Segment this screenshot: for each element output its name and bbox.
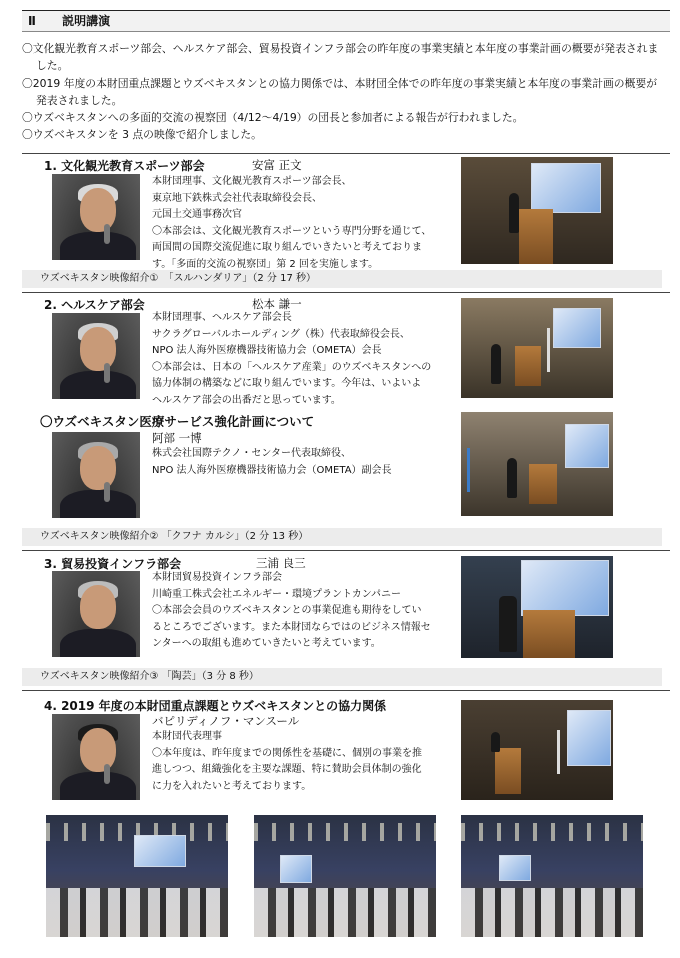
- desc-line: ヘルスケア部会の出番だと思っています。: [152, 394, 341, 406]
- ceiling-lights: [254, 823, 436, 841]
- speaker-description: [152, 310, 457, 410]
- event-photo: [461, 157, 613, 264]
- portrait-suit: [60, 232, 136, 260]
- desc-line: 〇本年度は、昨年度までの関係性を基礎に、個別の事業を推: [152, 747, 422, 759]
- microphone: [104, 363, 110, 383]
- podium: [519, 209, 553, 264]
- portrait-face: [80, 585, 116, 629]
- microphone: [104, 764, 110, 784]
- speaker-description: [152, 570, 457, 653]
- video-intro: ウズベキスタン映像紹介③ 「陶芸」（3 分 8 秒）: [22, 668, 662, 686]
- microphone: [104, 482, 110, 502]
- divider: [22, 153, 670, 154]
- projector-screen: [521, 560, 609, 616]
- intro-item: 〇ウズベキスタンを 3 点の映像で紹介しました。: [22, 128, 262, 142]
- desc-line: るところでございます。また本財団ならではのビジネス情報セ: [152, 621, 431, 633]
- desc-line: 川崎重工株式会社エネルギー・環境プラントカンパニー: [152, 588, 401, 600]
- speaker-name: 阿部 一博: [152, 431, 202, 445]
- event-photo: [461, 556, 613, 658]
- speaker-photo: [52, 174, 140, 260]
- desc-line: 東京地下鉄株式会社代表取締役会長、: [152, 192, 322, 204]
- event-photo: [461, 700, 613, 800]
- speaker-name: 三浦 良三: [256, 556, 306, 570]
- video-intro: ウズベキスタン映像紹介② 「クフナ カルシ」（2 分 13 秒）: [22, 528, 662, 546]
- desc-line: 〇本部会は、文化観光教育スポーツという専門分野を通じて、: [152, 225, 432, 237]
- desc-line: 元国土交通事務次官: [152, 209, 242, 221]
- speaker-figure: [509, 193, 519, 233]
- desc-line: 進しつつ、組織強化を主要な課題、特に賛助会員体制の強化: [152, 764, 422, 776]
- event-photo: [461, 298, 613, 398]
- ceiling-lights: [461, 823, 643, 841]
- section-header: [22, 10, 670, 32]
- speaker-description: [152, 174, 457, 274]
- desc-line: ンターへの取組も進めていきたいと考えています。: [152, 638, 381, 650]
- intro-item: 〇文化観光教育スポーツ部会、ヘルスケア部会、貿易投資インフラ部会の昨年度の事業実績と本年度の事業計画の概要が発表されました。: [22, 42, 659, 73]
- flag: [547, 328, 550, 372]
- speaker-photo: [52, 313, 140, 399]
- desc-line: 〇本部会は、日本の「ヘルスケア産業」のウズベキスタンへの: [152, 361, 432, 373]
- video-intro: ウズベキスタン映像紹介① 「スルハンダリア」（2 分 17 秒）: [22, 270, 662, 288]
- desc-line: 本財団理事、ヘルスケア部会長: [152, 312, 292, 323]
- speaker-figure: [499, 596, 517, 652]
- podium: [495, 748, 521, 794]
- desc-line: 〇本部会会員のウズベキスタンとの事業促進も期待をしてい: [152, 605, 422, 617]
- portrait-suit: [60, 629, 136, 657]
- desc-line: 株式会社国際テクノ・センター代表取締役、: [152, 448, 351, 459]
- microphone: [104, 224, 110, 244]
- speaker-description: [152, 729, 457, 795]
- banquet-tables: [461, 888, 643, 937]
- podium: [515, 346, 541, 386]
- speaker-photo: [52, 571, 140, 657]
- portrait-face: [80, 327, 116, 371]
- portrait-face: [80, 446, 116, 490]
- intro-list: [22, 40, 662, 144]
- desc-line: 本財団代表理事: [152, 731, 222, 742]
- projector-screen: [134, 835, 186, 867]
- desc-line: 本財団理事、文化観光教育スポーツ部会長、: [152, 176, 352, 187]
- section-title: 説明講演: [62, 14, 111, 28]
- intro-item: 〇ウズベキスタンへの多面的交流の視察団（4/12〜4/19）の団長と参加者による報告が行われました。: [22, 111, 524, 125]
- projector-screen: [565, 424, 609, 468]
- flag: [467, 448, 470, 492]
- hall-photo: [46, 815, 228, 937]
- divider: [22, 550, 670, 551]
- portrait-suit: [60, 490, 136, 518]
- projector-screen: [280, 855, 312, 883]
- part-title: 1. 文化観光教育スポーツ部会: [44, 159, 205, 173]
- desc-line: に力を入れたいと考えております。: [152, 780, 312, 792]
- banquet-tables: [46, 888, 228, 937]
- part-title: 〇ウズベキスタン医療サービス強化計画について: [40, 414, 315, 429]
- hall-photo: [461, 815, 643, 937]
- projector-screen: [531, 163, 601, 213]
- desc-line: サクラグローバルホールディング（株）代表取締役会長、: [152, 328, 410, 340]
- divider: [22, 292, 670, 293]
- projector-screen: [499, 855, 531, 881]
- part-title: 2. ヘルスケア部会: [44, 298, 145, 312]
- portrait-face: [80, 188, 116, 232]
- speaker-name: バピリディノフ・マンスール: [152, 714, 300, 728]
- desc-line: す。「多面的交流の視察団」第 2 回を実施します。: [152, 258, 379, 270]
- desc-line: 両国間の国際交流促進に取り組んでいきたいと考えておりま: [152, 242, 422, 254]
- portrait-suit: [60, 772, 136, 800]
- speaker-photo: [52, 432, 140, 518]
- desc-line: 本財団貿易投資インフラ部会: [152, 572, 282, 583]
- projector-screen: [567, 710, 611, 766]
- section-number: Ⅱ: [28, 14, 36, 28]
- intro-item: 〇2019 年度の本財団重点課題とウズベキスタンとの協力関係では、本財団全体での昨年度の事業実績と本年度の事業計画の概要が発表されました。: [22, 76, 657, 107]
- speaker-figure: [491, 732, 500, 752]
- speaker-description: [152, 446, 457, 479]
- desc-line: NPO 法人海外医療機器技術協力会（OMETA）副会長: [152, 464, 392, 476]
- speaker-name: 松本 謙一: [252, 297, 302, 311]
- projector-screen: [553, 308, 601, 348]
- speaker-photo: [52, 714, 140, 800]
- speaker-figure: [507, 458, 517, 498]
- event-photo: [461, 412, 613, 516]
- speaker-figure: [491, 344, 501, 384]
- portrait-face: [80, 728, 116, 772]
- speaker-name: 安富 正文: [252, 158, 302, 172]
- flag: [557, 730, 560, 774]
- part-title: 4. 2019 年度の本財団重点課題とウズベキスタンとの協力関係: [44, 699, 387, 713]
- podium: [523, 610, 575, 658]
- divider: [22, 690, 670, 691]
- desc-line: 協力体制の構築などに取り組んでいます。今年は、いよいよ: [152, 378, 422, 390]
- desc-line: NPO 法人海外医療機器技術協力会（OMETA）会長: [152, 345, 382, 357]
- hall-photo: [254, 815, 436, 937]
- portrait-suit: [60, 371, 136, 399]
- podium: [529, 464, 557, 504]
- part-title: 3. 貿易投資インフラ部会: [44, 557, 182, 571]
- banquet-tables: [254, 888, 436, 937]
